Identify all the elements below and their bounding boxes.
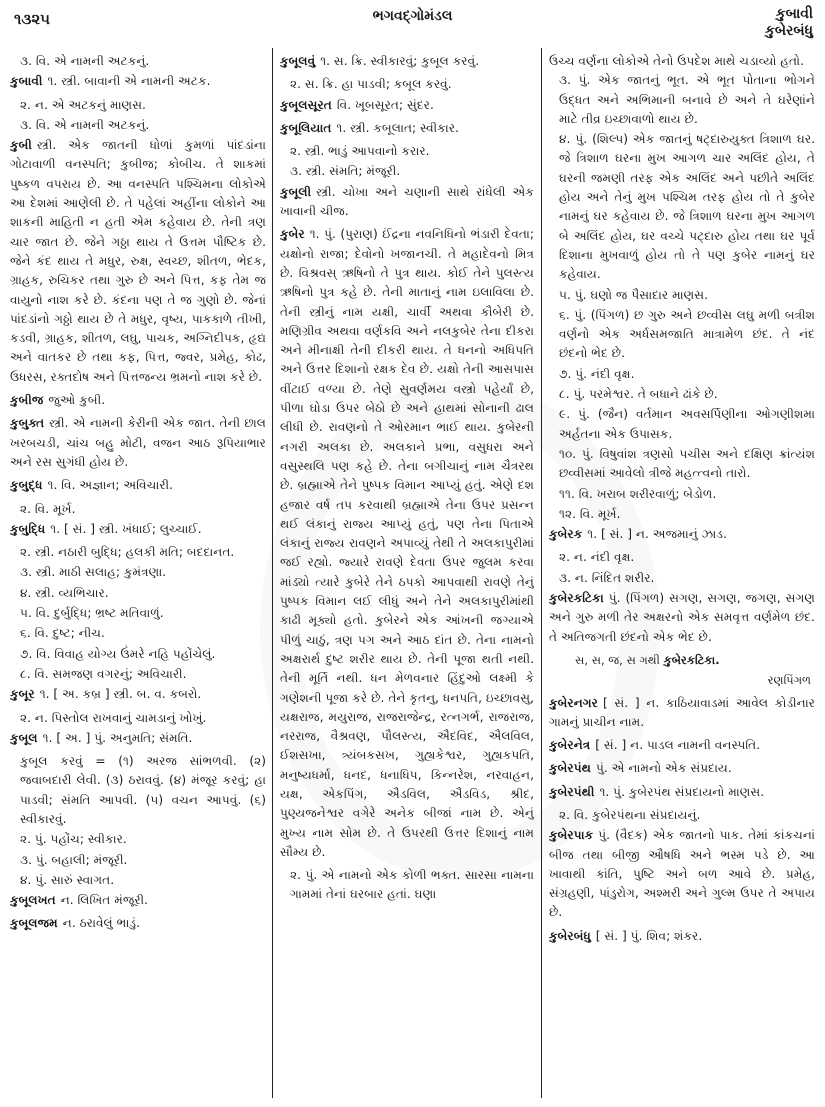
headword: કુબેરનગર (549, 695, 598, 710)
definition-text: ૧. પું. (પુરાણ) ઈંદ્રના નવનિધિનો ભંડારી દેવતા; યક્ષોનો રાજા; દેવોનો ખજાનચી. તે મહાદેવનો મિત્ર છે. વિશ્રવસ્ ઋષિનો તે પુત્ર થાય. કોઈ તેને પુલસ્ત્ય ઋષિનો પુત્ર કહે છે. તેની માતાનું નામ ઇલાવિલા છે. તેની સ્ત્રીનું નામ યક્ષી, ચાર્વી અથવા કૌબેરી છે. મણિગ્રીવ અથવા વર્ણકવિ અને નલકુબેર તેના દીકરા અને મીનાક્ષી તેની દીકરી થાય. તે ધનનો અધિપતિ અને ઉત્તર દિશાનો રક્ષક દેવ છે. યક્ષો તેની આસપાસ વીંટાઈ વળ્યા છે. તેણે સુવર્ણમય વસ્ત્રો પહેર્યાં છે, પીળા ઘોડા ઉપર બેઠો છે અને હાથમાં સોનાની ઢાલ લીધી છે. રાવણનો તે ઓરમાન ભાઈ થાય. કુબેરની નગરી અલકા છે. અલકાને પ્રભા, વસુધરા અને વસુસ્થલિ પણ કહે છે. તેના બગીચાનું નામ ચૈત્રરથ છે. બ્રહ્માએ તેને પુષ્પક વિમાન આપ્યું હતું. એણે દશ હજાર વર્ષ તપ કરવાથી બ્રહ્માએ તેના ઉપર પ્રસન્ન થઈ લંકાનું રાજ્ય આપ્યું હતું, પણ તેના પિતાએ લંકાનું રાજ્ય રાવણને અપાવ્યું તેથી તે અલકાપુરીમાં જઈ રહ્યો. જ્યારે રાવણે દેવતા ઉપર જુલમ કરવા માંડ્યો ત્યારે કુબેરે તેને ઠપકો આપવાથી રાવણે તેનું પુષ્પક વિમાન લઈ લીધું અને તેને અલકાપુરીમાંથી કાઢી મૂક્યો હતો. કુબેરને એક આંખની જગ્યાએ પીળું ચાઠું, ત્રણ પગ અને આઠ દાંત છે. તેના નામનો અક્ષરાર્થ દુષ્ટ શરીર થાય છે. તેની પૂજા થતી નથી. તેની મૂર્તિ નથી. ધન મેળવનાર હિંદુઓ લક્ષ્મી કે ગણેશની પૂજા કરે છે. તેને કૃતનુ, ધનપતિ, ઇચ્છાવસુ, યક્ષરાજ, મયુરાજ, રાજરાજેન્દ્ર, રત્નગર્ભ, રાજરાજ, નરરાજ, વૈશ્રવણ, પૌલસ્ત્ય, ઐદવિદ, ઐલવિલ, ઈશસખા, ત્ર્યંબકસખ, ગુહ્યકેશ્વર, ગુહ્યકપતિ, મનુષ્યધર્મા, ધનદ, ધનાધિપ, કિન્નરેશ, નરવાહન, યક્ષ, એકપિંગ, ઐડવિલ, ઐડવિડ, શ્રીદ, પુણ્યજનેશ્વર વગેરે અનેક બીજાં નામ છે. એનું મુખ્ય નામ સોમ છે. તે ઉપરથી ઉત્તર દિશાનું નામ સૌમ્ય છે. (280, 227, 534, 859)
sense-definition: ૮. વિ. સમજણ વગરનું; અવિચારી. (20, 666, 187, 681)
headword: કુબૂલવું (280, 54, 316, 68)
headword: કુબૂલિયાત (280, 120, 332, 135)
sense-definition: ૨. વિ. મૂર્ખ. (20, 501, 76, 516)
definition-text: [ સં. ] ન. પાડલ નામની વનસ્પતિ. (595, 738, 761, 753)
dictionary-entry (10, 136, 266, 387)
headword: કુબેરપાક (549, 828, 594, 843)
column-divider (272, 48, 273, 1098)
sense-definition: ૬. વિ. દુષ્ટ; નીચ. (20, 626, 105, 641)
sense-definition: ૫. વિ. દુર્બુદ્ધિ; ભ્રષ્ટ મતિવાળું. (20, 606, 164, 621)
sense-definition: ૧૨. વિ. મૂર્ખ. (559, 506, 621, 521)
sense-definition: ૫. પું. ઘણો જ પૈસાદાર માણસ. (559, 287, 709, 302)
sense-definition: ૨. પું. એ નામનો એક કોળી ભક્ત. સારસા નામના ગામમાં તેનાં ઘરબાર હતાં. ઘણા (290, 868, 534, 902)
dictionary-entry (549, 694, 815, 733)
definition-text: જુઓ કુબી. (48, 393, 106, 408)
sense-definition: ૩. વિ. એ નામની અટકનું. (20, 117, 150, 132)
definition-text: પું. (પિંગળ) સગણ, સગણ, જગણ, સગણ અને ગુરુ મળી તેર અક્ષરનો એક સમવૃત્ત વર્ણમેળ છંદ. તે અતિજગતી છંદનો એક ભેદ છે. (549, 591, 815, 644)
guide-word-first: કુબાવી (775, 6, 813, 22)
dictionary-entry (280, 225, 534, 862)
headword: કુબુદ્ધ (10, 478, 43, 493)
column-divider (541, 48, 542, 1098)
sense-definition: ૨. પું. પહોંચ; સ્વીકાર. (20, 832, 127, 847)
definition-text: પું. એ નામનો એક સંપ્રદાય. (595, 761, 732, 776)
definition-text: સ્ત્રી. એ નામની કેરીની એક જાત. તેની છાલ ખરબચડી, ચાંચ બહુ મોટી, વજન આઠ રૂપિયાભાર અને રસ સુગંધી હોય છે. (10, 416, 266, 469)
sense-definition: ૪. સ્ત્રી. વ્યભિચાર. (20, 585, 109, 600)
example-line (549, 651, 815, 670)
dictionary-entry (549, 927, 815, 946)
headword: કુબીજ (10, 393, 44, 408)
sense-definition: ૪. પું. (શિલ્પ) એક જાતનું ષટ્દારુયુક્ત ત્રિશાળ ઘર. જે ત્રિશાળ ઘરના મુખ આગળ ચાર અલિંદ હોય, તે ઘરની જમણી તરફ એક અલિંદ અને પછીતે અલિંદ હોય અને તેનું મુખ પશ્ચિમ તરફ હોય તો તે કુબેર નામનું ઘર કહેવાય છે. જે ત્રિશાળ ઘરના મુખ આગળ બે અલિંદ હોય, ઘર વચ્ચે પટ્દારુ હોય તથા ઘર પૂર્વ દિશાના મુખવાળું હોય તો તે પણ કુબેર નામનું ઘર કહેવાય. (559, 132, 815, 282)
dictionary-entry (549, 736, 815, 755)
definition-text: વિ. ખૂબસૂરત; સુંદર. (336, 97, 434, 112)
sense-definition: ૩. પું. બહાલી; મંજૂરી. (20, 852, 128, 867)
sense-definition: ૨. સ્ત્રી. નઠારી બુદ્ધિ; હલકી મતિ; બદદાનત. (20, 545, 235, 560)
headword: કુબેરનેત્ર (549, 738, 591, 753)
headword: કુબુક્ત (10, 416, 45, 431)
headword: કુબૂલસૂરત (280, 97, 332, 112)
sense-definition: ૮. પું. પરમેશ્વર. તે બધાને ઢાંકે છે. (559, 387, 718, 402)
definition-text: [ સં. ] પું. શિવ; શંકર. (595, 928, 703, 943)
sense-definition: ૬. પું. (પિંગળ) છ ગુરુ અને છવ્વીસ લઘુ મળી બત્રીશ વર્ણનો એક અર્ધસમજાતિ માત્રામેળ છંદ. તે નંદ છંદનો ભેદ છે. (559, 307, 815, 361)
dictionary-entry (549, 525, 815, 544)
headword: કુબુદ્ધિ (10, 521, 46, 536)
headword: કુબેરકટિકા (549, 591, 604, 606)
dictionary-entry (280, 52, 534, 71)
page-header (0, 0, 825, 48)
dictionary-entry (10, 891, 266, 910)
headword: કુબી (10, 138, 32, 153)
headword: કુબૂલી (280, 184, 312, 199)
definition-text: સ્ત્રી. ચોખા અને ચણાની સાથે રાંધેલી એક ખાવાની ચીજ. (280, 184, 534, 219)
headword: કુબૂર (10, 687, 35, 702)
definition-text: ન. ઠરાવેલું ભાડું. (62, 916, 140, 931)
sense-definition: ૨. ન. એ અટકનું માણસ. (20, 97, 146, 112)
headword: કુબૂલજમ (10, 916, 58, 931)
sense-definition: ૯. પું. (જૈન) વર્તમાન અવસર્પિણીના ઓગણીશમા અર્હતના એક ઉપાસક. (559, 407, 815, 441)
headword: કુબેરપંથ (549, 761, 591, 776)
definition-text: સ્ત્રી. એક જાતની ધોળાં કુમળાં પાંદડાંના ગોટાવાળી વનસ્પતિ; કુબીજ; કોબીચ. તે શાકમાં પુષ્કળ વપરાય છે. આ વનસ્પતિ પશ્ચિમના લોકોએ આ દેશમાં આણેલી છે. તે પહેલાં અહીંના લોકોને આ શાકની માહિતી ન હતી એમ કહેવાય છે. તેની ત્રણ ચાર જાત છે. જેને ગઠ્ઠા થાય તે ઉત્તમ પૌષ્ટિક છે. જેને કંદ થાય તે મધુર, રુક્ષ, સ્વચ્છ, શીતળ, ભેદક, ગ્રાહક, રુચિકર તથા ગુરુ છે અને પિત્ત, કફ તેમ જ વાયુનો નાશ કરે છે. કંદના પણ તે જ ગુણો છે. જેનાં પાંદડાંનો ગઠ્ઠો થાય છે તે મધુર, વૃષ્ય, પાકકાળે તીખી, કડવી, ગ્રાહક, શીતળ, લઘુ, પાચક, અગ્નિદીપક, હૃદ્ય અને વાતકર છે તથા કફ, પિત્ત, જ્વર, પ્રમેહ, કોઢ, ઉધરસ, રક્તદોષ અને પિત્તજન્ય ભ્રમનો નાશ કરે છે. (10, 138, 266, 384)
sense-definition: ૧૧. વિ. ખરાબ શરીરવાળું; બેડોળ. (559, 486, 717, 501)
sense-definition: ૭. વિ. વિવાહ યોગ્ય ઉંમરે નહિ પહોંચેલું. (20, 646, 216, 661)
dictionary-entry (549, 759, 815, 778)
dictionary-entry (10, 685, 266, 704)
definition-text: ન. લિખિત મંજૂરી. (60, 893, 149, 908)
sense-definition: ૧૦. પું. વિષુવાંશ ત્રણસો પચીસ અને દક્ષિણ ક્રાંત્યંશ છવ્વીસમાં આવેલો ત્રીજે મહત્ત્વનો તારો. (559, 446, 815, 481)
example-headword: કુબેરકટિકા. (663, 652, 720, 667)
sense-definition: ૪. પું. સારું સ્વાગત. (20, 872, 115, 887)
dictionary-entry (549, 783, 815, 802)
sense-definition: ૩. વિ. એ નામની અટકનું. (20, 54, 150, 68)
definition-text: ૧. વિ. અજ્ઞાન; અવિચારી. (47, 478, 174, 493)
sense-definition: ૩. પું. એક જાતનું ભૂત. એ ભૂત પોતાના ભોગને ઉદ્ધત અને અભિમાની બનાવે છે અને તે ઘરેણાંને માટે તીવ્ર ઇચ્છાવાળો થાય છે. (559, 73, 815, 126)
example-text: સ, સ, જ, સ ગથી (575, 652, 660, 667)
definition-text: ૧. પું. કુબેરપંથ સંપ્રદાયનો માણસ. (599, 784, 765, 799)
definition-text: ૧. [ સં. ] સ્ત્રી. ખંધાઈ; લુચ્ચાઈ. (50, 521, 202, 536)
sense-definition: ૨. સ્ત્રી. ભાડું આપવાનો કરાર. (290, 144, 430, 159)
dictionary-entry (280, 119, 534, 138)
sense-definition: ૭. પું. નંદી વૃક્ષ. (559, 366, 635, 381)
definition-text: ૧. [ અ. ] પું. અનુમતિ; સંમતિ. (42, 730, 193, 745)
headword: કુબેરબંધુ (549, 928, 591, 943)
running-title: ભગવદ્ગોમંડલ (372, 8, 453, 24)
dictionary-entry (280, 96, 534, 115)
dictionary-entry (10, 476, 266, 495)
definition-text: ૧. [ અ. કબ્ર ] સ્ત્રી. બ. વ. કબરો. (39, 687, 202, 702)
dictionary-entry (280, 183, 534, 222)
dictionary-entry (10, 729, 266, 748)
dictionary-entry (549, 826, 815, 922)
sense-definition: ૩. ન. નિંદિત શરીર. (559, 570, 655, 585)
guide-word-last: કુબેરબંધુ (764, 23, 813, 39)
dictionary-entry (10, 72, 266, 91)
dictionary-entry (10, 391, 266, 410)
headword: કુબાવી (10, 74, 43, 89)
definition-text: ૧. સ્ત્રી. બાવાની એ નામની અટક. (47, 74, 211, 89)
sense-definition: ૨. ન. પિસ્તોલ રાખવાનું ચામડાનું ખોખું. (20, 710, 207, 725)
headword: કુબૂલ (10, 730, 38, 745)
sense-definition: ૩. સ્ત્રી. માઠી સલાહ; કુમંત્રણા. (20, 565, 167, 580)
definition-text: ૧. [ સં. ] ન. અજમાનું ઝાડ. (587, 527, 727, 542)
headword: કુબૂલખત (10, 893, 56, 908)
dictionary-entry (10, 414, 266, 472)
guide-words (765, 6, 813, 40)
page-number: ૧૩૨૫ (14, 10, 51, 28)
column-3 (549, 52, 815, 1102)
sense-definition: ૨. વિ. કુબેરપંથના સંપ્રદાયનું. (559, 807, 701, 822)
definition-text: ૧. સ. ક્રિ. સ્વીકારવું; કુબૂલ કરવું. (320, 54, 480, 68)
headword: કુબેરક (549, 527, 583, 542)
dictionary-entry (10, 914, 266, 933)
dictionary-entry (549, 589, 815, 647)
dictionary-entry (10, 520, 266, 539)
headword: કુબેરપંથી (549, 784, 595, 799)
sense-definition: ૨. સ. ક્રિ. હા પાડવી; કબૂલ કરવું. (290, 77, 452, 92)
continued-text: ઉચ્ચ વર્ણના લોકોએ તેનો ઉપદેશ માથે ચડાવ્યો હતો. (549, 54, 804, 68)
definition-text: પું. (વૈદક) એક જાતનો પાક. તેમાં કાંકચનાં બીજ તથા બીજી ઔષધિ અને ભસ્મ પડે છે. આ ખાવાથી કાંતિ, પુષ્ટિ અને બળ આવે છે. પ્રમેહ, સંગ્રહણી, પાંડુરોગ, અશ્મરી અને ગુલ્મ ઉપર તે અપાય છે. (549, 828, 815, 920)
column-1 (10, 52, 266, 1102)
definition-text: [ સં. ] ન. કાઠિયાવાડમાં આવેલ કોડીનાર ગામનું પ્રાચીન નામ. (549, 695, 815, 729)
headword: કુબેર (280, 227, 305, 242)
sense-definition: ૨. ન. નંદી વૃક્ષ. (559, 550, 635, 565)
sense-definition: કુબૂલ કરવું = (૧) અરજ સાંભળવી. (૨) જવાબદારી લેવી. (૩) ઠરાવવું. (૪) મંજૂર કરવું; હા પાડવી; સંમતિ આપવી. (૫) વચન આપવું. (૬) સ્વીકારવું. (20, 754, 266, 826)
column-2 (280, 52, 534, 1102)
sense-definition: ૩. સ્ત્રી. સંમતિ; મંજૂરી. (290, 164, 401, 179)
citation-source: રણપિંગળ (767, 673, 811, 688)
definition-text: ૧. સ્ત્રી. કબૂલાત; સ્વીકાર. (336, 120, 459, 135)
